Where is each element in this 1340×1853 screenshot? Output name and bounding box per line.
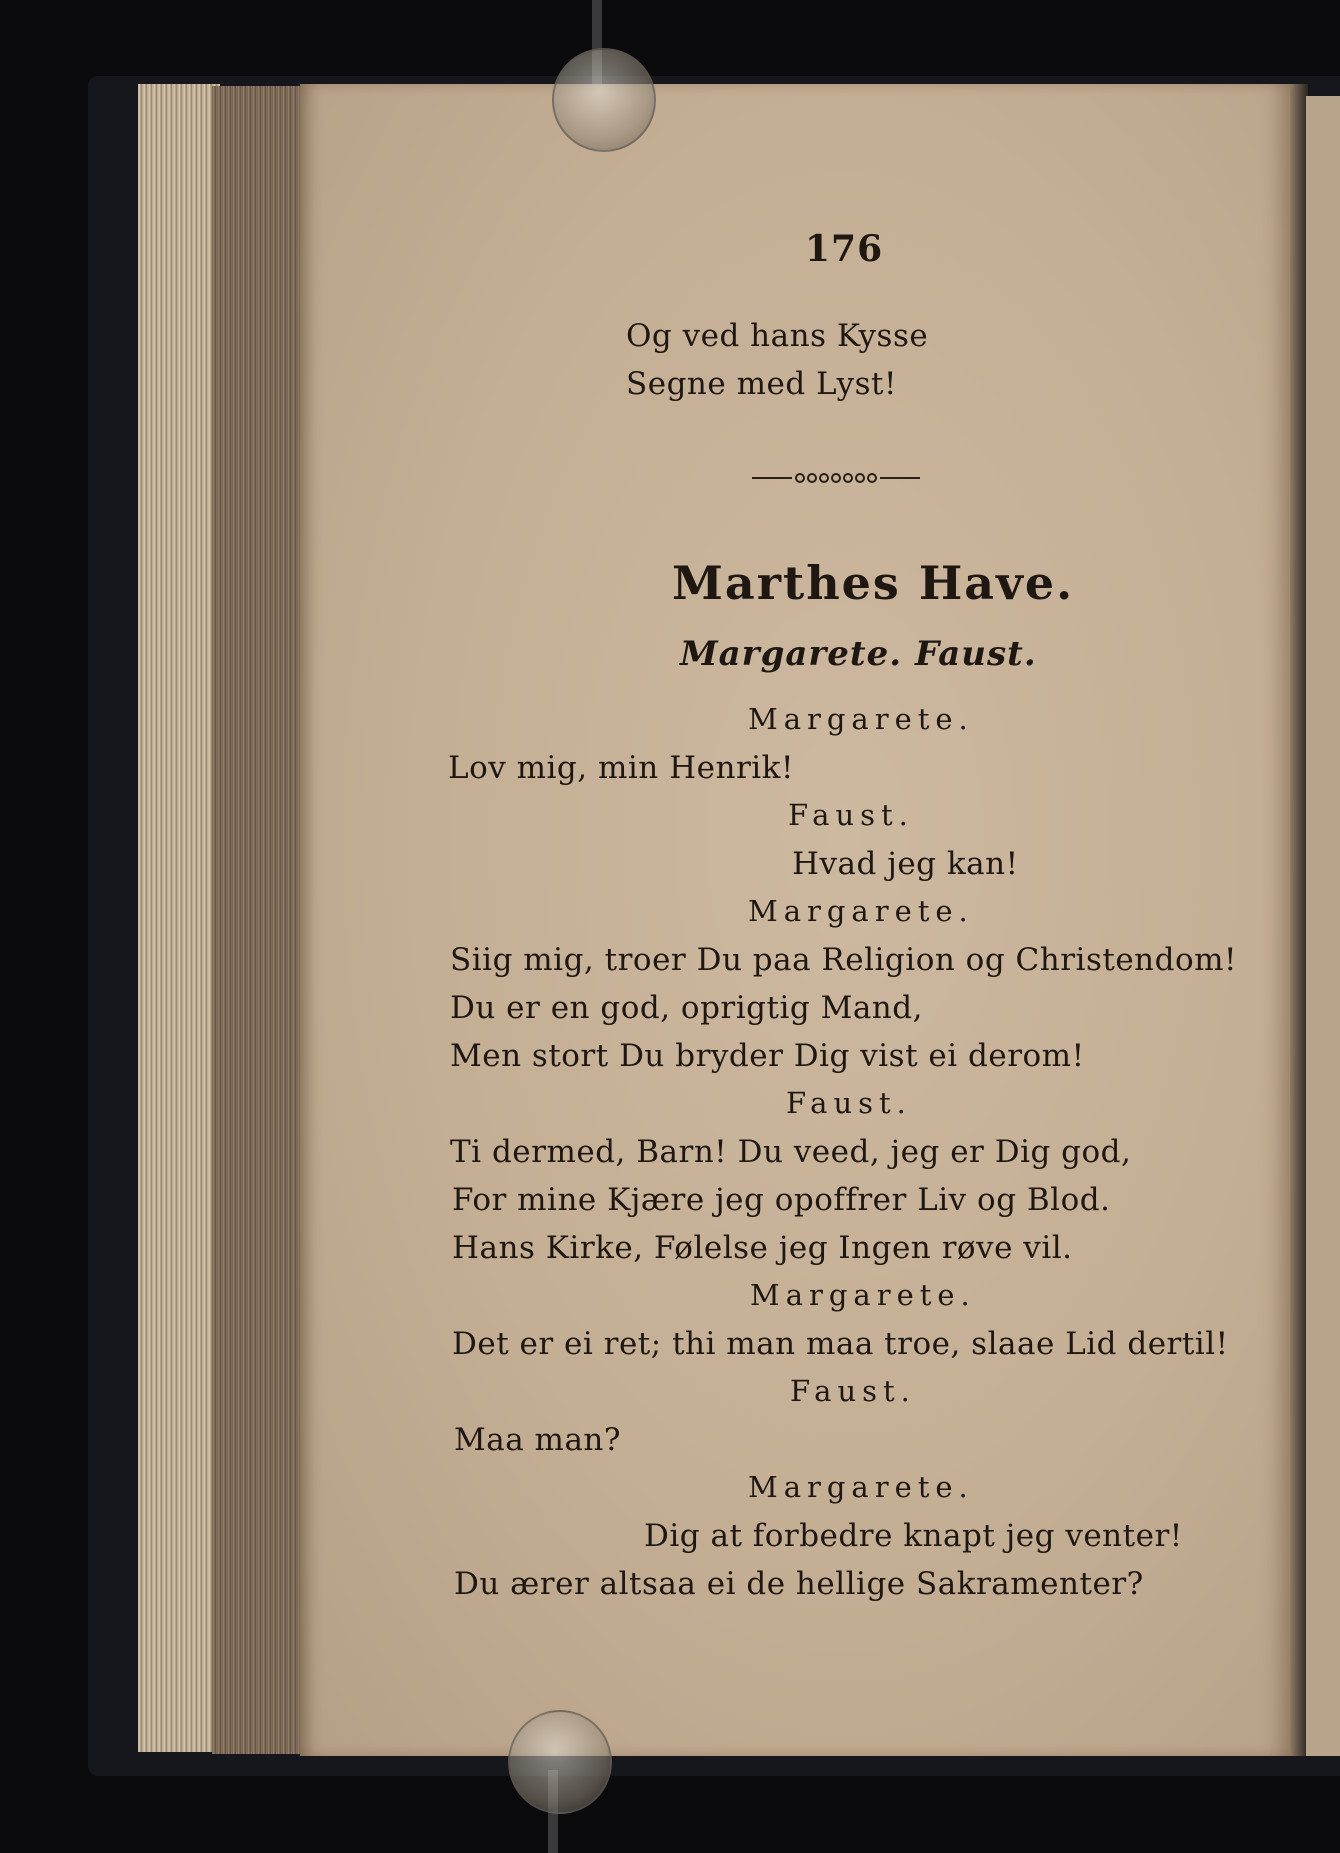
speaker-name: Margarete. — [748, 702, 974, 736]
dialogue-line: Maa man? — [454, 1422, 622, 1458]
stanza-line: Segne med Lyst! — [626, 366, 897, 402]
dialogue-line: Siig mig, troer Du paa Religion og Christendom! — [450, 942, 1237, 978]
dialogue-line: Ti dermed, Barn! Du veed, jeg er Dig god, — [450, 1134, 1132, 1170]
dialogue-line: Du er en god, oprigtig Mand, — [450, 990, 923, 1026]
dialogue-line: Det er ei ret; thi man maa troe, slaae Lid dertil! — [452, 1326, 1229, 1362]
dialogue-line: Men stort Du bryder Dig vist ei derom! — [450, 1038, 1085, 1074]
dialogue-line: Hans Kirke, Følelse jeg Ingen røve vil. — [452, 1230, 1073, 1266]
scene-title: Marthes Have. — [672, 556, 1075, 610]
stanza-line: Og ved hans Kysse — [626, 318, 929, 354]
ornament-divider — [752, 468, 920, 488]
page-number: 176 — [805, 228, 884, 270]
dialogue-line: Hvad jeg kan! — [792, 846, 1019, 882]
character-list: Margarete. Faust. — [680, 634, 1037, 674]
speaker-name: Faust. — [790, 1374, 916, 1408]
speaker-name: Margarete. — [748, 894, 974, 928]
speaker-name: Margarete. — [750, 1278, 976, 1312]
dialogue-line: For mine Kjære jeg opoffrer Liv og Blod. — [452, 1182, 1111, 1218]
speaker-name: Margarete. — [748, 1470, 974, 1504]
dialogue-line: Dig at forbedre knapt jeg venter! — [644, 1518, 1183, 1554]
speaker-name: Faust. — [788, 798, 914, 832]
dialogue-line: Du ærer altsaa ei de hellige Sakramenter? — [454, 1566, 1144, 1602]
dialogue-line: Lov mig, min Henrik! — [448, 750, 794, 786]
speaker-name: Faust. — [786, 1086, 912, 1120]
